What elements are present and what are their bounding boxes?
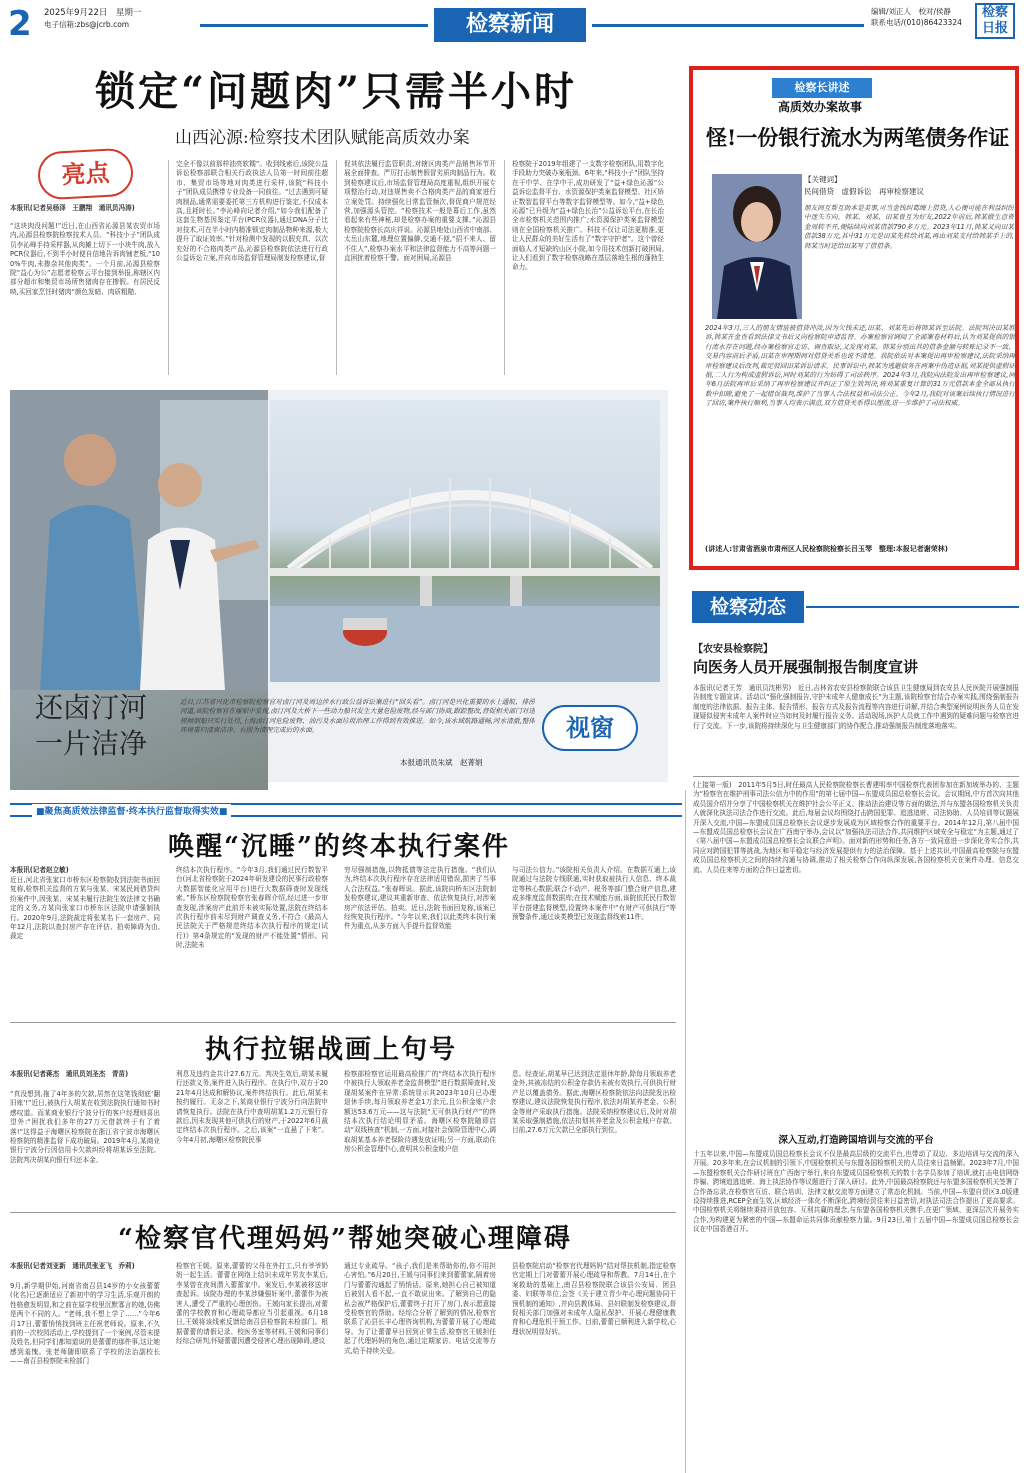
box-headline[interactable]: 怪!一份银行流水为两笔债务作证	[706, 125, 1010, 150]
article4-col1: 9月,新学期伊始,河南省南召县14岁的小女孩蕾蕾(化名)已逐渐适应了新初中的学习生活,乐观开朗的性格愈发明显,和之前在原学校里沉默寡言的她,仿佛是两个不同的人。“老师,我不想上学了……”今年6月17日,蕾蕾悄悄找到班主任祝老师说。原来,不久前的一次校园活动上,学校提到了一个案例,尽管未提及姓名,但同学们都知道说的是蕾蕾的那件事,这让她感到羞愧。张老师随即联系了学校的法治副校长——南召县检察院未检部门	[10, 1282, 160, 1366]
box-tag-prosecutor: 检察长讲述	[772, 78, 872, 98]
topic-banner-text: ■聚焦高质效法律监督·终本执行监督取得实效■	[32, 804, 231, 817]
column-divider	[504, 160, 505, 375]
divider	[10, 1212, 676, 1213]
editor-line: 编辑/刘正人 校对/侯静	[871, 7, 952, 16]
article3-col4: 息。经查证,胡某早已达到法定退休年龄,除每月领取养老金外,其被冻结的公积金存款仍未被有效执行,可供执行财产足以覆盖债务。据此,海曙区检察院依法向法院发出检察建议,建议法院恢复执行程序,依法对胡某养老金、公积金等财产采取执行措施。法院采纳检察建议后,及时对胡某采取强制措施,依法扣划其养老金及公积金账户存款。目前,27.6万元欠款已全部执行到位。	[512, 1070, 676, 1135]
officers-illustration	[10, 390, 268, 690]
column-divider	[685, 790, 686, 1473]
article1-badge: 亮点	[37, 148, 134, 201]
article2-col2: 终结本次执行程序。“今年3月,我们通过民行数智平台(河北省检察院于2024年研发建设的民事行政检察大数据智能化应用平台)进行大数据筛查时发现线索。”桥东区检察院检察官张春晖介绍,经过进一步审查发现,涉案房产此前并未被实际处置,法院在终结本次执行程序前未尽到财产调查义务,不符合《最高人民法院关于严格规范终结本次执行程序的规定(试行)》第4条规定的“发现的财产不能处置”情形。同时,法院未	[176, 866, 328, 950]
issue-email: 电子信箱:zbs@jcrb.com	[44, 20, 130, 29]
dynamics-header: 检察动态	[692, 591, 804, 623]
masthead-credits	[871, 6, 971, 28]
caption-line: 还卤汀河	[35, 691, 148, 724]
article1-byline: 本报讯(记者吴杨泽 王鹏翔 通讯员冯涛)	[10, 204, 135, 212]
masthead-rule-right	[592, 24, 864, 27]
article3-byline: 本报讯(记者蒋杰 通讯员刘圣杰 青苗)	[10, 1070, 129, 1078]
article1-col2: 完全不像以前那样油亮软糯”。收到线索后,该院公益诉讼检察部联合相关行政执法人员第一时间前往超市、集贸市场等地对肉类进行采样,该院“科技小子”团队成员携带专业设备一同前往。“过去遇到可疑肉制品,通常需要委托第三方机构进行鉴定,不仅成本高,且耗时长。”李沁峰向记者介绍,“如今我们配备了这套生物基因鉴定平台(PCR仪器),通过DNA分子比对技术,可在半小时内精准锁定肉制品物种来源,极大提升了取证效率。”针对检测中发现的以假充真、以次充好的不合格肉类产品,沁源县检察院依法进行行政公益诉讼立案,并向市场监督管理局制发检察建议,督	[176, 160, 328, 263]
portrait-illustration	[712, 174, 802, 319]
issue-date: 2025年9月22日 星期一	[44, 8, 142, 18]
box-credit: (讲述人:甘肃省酒泉市肃州区人民检察院检察长吕玉琴 整理:本报记者谢荣林)	[705, 545, 948, 553]
prosecutor-portrait	[712, 174, 802, 319]
article3-headline[interactable]: 执行拉锯战画上句号	[205, 1035, 458, 1065]
continued-subhead: 深入互动,打造跨国培训与交流的平台	[778, 1135, 934, 1146]
bridge-illustration	[270, 400, 660, 682]
article1-col3: 促其依法履行监管职责,对辖区肉类产品销售环节开展全面排查。严厉打击制售假冒劣质肉制品行为。收到检察建议后,市场监督管理局高度重视,组织开展专项整治行动,对违规售卖不合格肉类产品的商家进行立案处罚。持续强化日常监管频次,督促商户规范经营,加强源头管控。“检察技术一般是幕后工作,虽然看起来有些神秘,却是检察办案的重要支撑。”沁源县检察院检察长高庆祥说。沁源县地处山西省中南部、太岳山东麓,地理位置偏僻,交通不便,“招不来人、留不住人”,检察办案水平和法律监督能力不高等问题一直困扰着检察干警。面对困局,沁源县	[344, 160, 496, 263]
photo-caption-headline	[35, 690, 147, 762]
article1-col4: 检察院于2019年组建了一支数字检察团队,用数字化手段助力突破办案瓶颈。6年来,“科技小子”团队坚持在干中学、在学中干,成功研发了“益+绿色沁源”公益诉讼监督平台、水资源保护类案监督模型、社区矫正数智监督平台等数字监督模型等。如今,“益+绿色沁源”已升级为“益+绿色长治”公益诉讼平台,在长治全市检察机关范围内推广;水资源保护类案监督模型则在全国检察机关推广。科技不仅让司法更精准,更让人民群众的美好生活有了“数字守护者”。这个曾经面临人才短缺的山区小院,如今用技术创新打破困局,让人们看到了数字检察战略在基层落地生根的蓬勃生命力。	[512, 160, 664, 272]
article1-subheadline: 山西沁源:检察技术团队赋能高质效办案	[175, 128, 470, 148]
box-text-part1: 朋友间互帮互助本是美事,可当金钱纠葛缠上借贷,人心便可能在利益纠纷中迷失方向。韩某、刘某、田某曾互为好友,2022年前后,韩某做生意资金周转不开,便陆续向刘某借款790多万元。2023年11月,韩某又向田某借款38万元,其中31万元是田某先转给刘某,再由刘某支付给韩某手上的,韩某当时还给田某写了借借条。	[804, 204, 1014, 250]
dynamics-text: 本报讯(记者王芳 通讯员沈彬男) 近日,吉林省农安县检察院联合该县卫生健康局到农安县人民医院开展强制报告制度专题宣讲。活动以“强化强制报告,守护未成年人健康成长”为主题,该院检察官结合办案实践,围绕强制报告制度的法律依据、报告主体、报告情形、报告方式及报告流程等内容进行讲解,并结合典型案例说明医务人员在发现疑似侵害未成年人案件时应当如何及时履行报告义务。活动现场,医护人员就工作中遇到的疑难问题与检察官进行了交流。下一步,该院将持续深化与卫生健康部门的协作配合,推动强制报告制度落地落实。	[693, 684, 1019, 730]
article4-headline[interactable]: “检察官代理妈妈”帮她突破心理障碍	[118, 1224, 572, 1254]
continued-text-part1: (上接第一版) 2011年5月5日,时任最高人民检察院检察长曹建明率中国检察代表团参加在新加坡举办的、主题为“检察官在维护刑事司法公信力中的作用”的第七届中国—东盟成员国总检察长会议。会议期间,中方首次向其他成员国介绍并分享了中国检察机关在维护社会公平正义、推动法治建设等方面的做法,并与东盟各国检察机关负责人就深化执法司法合作进行交流。此后,每届会议均围绕打击跨国犯罪、追逃追赃、司法协助、人员培训等议题展开深入交流,中国—东盟成员国总检察长会议逐步发展成为区域检察合作的重要平台。2014年12月,第八届中国—东盟成员国总检察长会议在广西南宁举办,会议以“加强执法司法合作,共同维护区域安全与稳定”为主题,通过了《第八届中国—东盟成员国总检察长会议联合声明》。面对新的形势和任务,各方一致同意进一步深化务实合作,共同应对跨国犯罪等挑战,为地区和平稳定与经济发展提供有力的法治保障。基于上述共识,中国最高检察院与东盟成员国总检察机关之间的持续沟通与协调,推动了相关检察合作向纵深发展,各国检察机关在案件办理、信息交流、人员往来等方面的合作日益密切。	[693, 781, 1019, 874]
article2-col3: 穷尽强制措施,以物抵债等法定执行措施。“我们认为,终结本次执行程序存在法律适用错误,损害了当事人合法权益。”张春晖说。据此,该院向桥东区法院制发检察建议,建议其重新审查、依法恢复执行,对涉案房产依法评估、拍卖。近日,法院书面回复称,该案已经恢复执行程序。“今年以来,我们以此类终本执行案件为重点,从多方面入手提升监督效能	[344, 866, 496, 931]
box-tag-story: 高质效办案故事	[778, 100, 863, 114]
article1-headline[interactable]: 锁定“问题肉”只需半小时	[95, 68, 578, 115]
dynamics-headline[interactable]: 向医务人员开展强制报告制度宣讲	[693, 658, 919, 676]
photo-credit: 本报通讯员朱斌 赵菁娟	[400, 758, 483, 767]
phone-line: 联系电话/(010)86423324	[871, 18, 962, 27]
column-divider	[336, 160, 337, 375]
article4-byline: 本报讯(记者刘亚新 通讯员张亚飞 乔莉)	[10, 1262, 135, 1270]
article1-col1: “这块肉没问题!”近日,在山西省沁源县某农贸市场内,沁源县检察院检察技术人员、“科技小子”团队成员李沁峰手持采样器,从肉摊上切下一小块牛肉,放入PCR仪器后,不到半小时便自信地告诉肉铺老板,“100%牛肉,未掺杂其他肉类”。一个月前,沁源县检察院“益心为公”志愿者检察云平台接到举报,称辖区内部分超市和集贸市场所售猪肉存在掺假。有居民反映,买回家烹饪时猪肉“颜色发暗、肉质粗糙、	[10, 222, 160, 296]
article2-col1: 近日,河北省张家口市桥东区检察院收到法院书面回复称,检察机关监督的方某与张某、宋某民间借贷纠纷案件中,因张某、宋某未履行法院生效法律文书确定的义务,方某向张家口市桥东区法院申请强制执行。2020年9月,法院裁定将张某名下一套房产、同年12月,法院以查封房产存在评估、拍卖障碍为由,裁定	[10, 876, 160, 941]
box-keywords: 【关键词】 民间借贷 虚假诉讼 再审检察建议	[804, 175, 924, 196]
article2-col4: 与司法公信力。”该院相关负责人介绍。在数据互通上,该院通过与法院专线联通,实时获取被执行人信息、终本裁定等核心数据;联合不动产、税务等部门整合财产信息,建成多维度监督数据库;在技术赋能方面,该院依托民行数智平台搭建监督模型,设置终本案件中“有财产可供执行”等预警条件,通过该类模型已发现监督线索11件。	[512, 866, 676, 922]
divider	[693, 776, 1019, 777]
column-divider	[168, 160, 169, 375]
photo-river-bridge[interactable]	[270, 400, 660, 682]
article3-col2: 利息及违约金共计27.6万元。判决生效后,胡某未履行还款义务,案件进入执行程序。在执行中,双方于2021年4月达成和解协议,案件终结执行。此后,胡某未按约履行。无奈之下,某商业银行宁波分行向法院申请恢复执行。法院在执行中查明胡某1.2万元银行存款后,因未发现其他可供执行的财产,于2022年6月裁定终结本次执行程序。之后,该案“一直悬了下来”。今年4月初,海曙区检察院民事	[176, 1070, 328, 1144]
photo-caption-text: 近日,江苏省兴化市检察院检察官对卤汀河及周边涉水行政公益诉讼案进行“回头看”。卤汀河是兴化重要的水上通航、排涝河道,该院检察官在履职中发现,卤汀河及大桥下一些动力船只发生大量危险废物,经与部门协商,跟踪整改,督促相关部门对违规倾倒船只实行处罚,上海卤汀河危险废物、油污及水面垃圾治理工作得到有效推进。如今,该水域航路通畅,河水清澈,整体环境重归清爽洁净。右图为清理完成后的水面。	[180, 698, 535, 735]
article3-col1: “真没想到,拖了4年多的欠款,居然在这笔钱彻底‘翻旧账’!”近日,被执行人胡某在收到法院执行通知书时感叹道。而某商业银行宁波分行的客户经理则喜出望外:“困扰我们多年的27万元借款终于有了着落!”这得益于海曙区检察院在浙江省宁波市海曙区检察院的精准监督下成功破局。2019年4月,某商业银行宁波分行因信用卡欠款纠纷将胡某诉至法院。法院判决胡某向银行归还本金、	[10, 1090, 160, 1164]
article4-col2: 检察官王媛。原来,蕾蕾的父母在外打工,只有爷爷奶奶一起生活。蕾蕾在网络上结识未成年男友李某后,李某曾在夜间潜入蕾蕾家中。案发后,李某被移送审查起诉。该院办理的李某涉嫌强奸案中,蕾蕾作为被害人,遭受了严重的心理创伤。王媛向家长提出,对蕾蕾的学校教育和心理疏导都应当引起重视。6月18日,王媛将该线索反馈给南召县检察院未检部门。根据蕾蕾的请假记录、校医务室等材料,王媛和同事们经综合研判,怀疑蕾蕾因遭受侵害心理出现障碍,建议	[176, 1262, 328, 1346]
caption-line: 一片洁净	[35, 727, 148, 760]
divider	[10, 1022, 676, 1023]
masthead-rule-left	[200, 24, 428, 27]
continued-text-part2: 十五年以来,中国—东盟成员国总检察长会议不仅是最高层级的交流平台,也带动了双边、多边培训与交流的深入开展。20多年来,在会议机制的引领下,中国检察机关与东盟各国检察机关的人员往来日益频繁。2023年7月,中国—东盟检察机关合作研讨班在广西南宁举行,来自东盟成员国检察机关的数十名学员参加了培训,就打击电信网络诈骗、跨境追逃追赃、海上执法协作等议题进行了深入研讨。此外,中国最高检察院还与东盟多国检察机关签署了合作备忘录,在检察官互访、联合培训、法律文献交流等方面建立了常态化机制。当前,中国—东盟自贸区3.0版建设持续推进,RCEP全面生效,区域经济一体化不断深化,跨境经贸往来日益密切,对执法司法合作提出了更高要求。中国检察机关将继续秉持开放包容、互利共赢的理念,与东盟各国检察机关携手,在更广领域、更深层次开展务实合作,为构建更为紧密的中国—东盟命运共同体贡献检察力量。9月23日,第十五届中国—东盟成员国总检察长会议在中国香港召开。	[693, 1150, 1019, 1234]
dynamics-rule	[806, 606, 1019, 608]
box-text-part2: 2024年3月,三人的朋友情谊被借贷冲淡,因为欠钱未还,田某、刘某先后将韩某诉至法院。法院判决田某胜诉,韩某在金查看到法律文书后又向检察院申请监督。办案检察官调阅了全部案卷材料后,认为刘某提供的银行流水存在问题,经办案检察官走访、调查取证,又发现刘某、韩某分别出具的借条金额与转账记录不一致、交易内容前后矛盾,田某在审理期间对借贷关系也说不清楚。我院依法对本案提出再审检察建议,法院采纳再审检察建议后改判,裁定驳回田某诉讼请求。民事诉讼中,韩某为逃避债务在两案中伪造证据,刘某提供虚假证据,二人行为构成虚假诉讼,同时刘某的行为妨碍了司法秩序。2024年3月,我院向法院发出再审检察建议,同年6月法院再审后采纳了再审检察建议并纠正了原生效判决,将刘某重复计算的31万元借款本金全部从执行数中扣除,避免了一起错误裁判,维护了当事人合法权益和司法公正。今年2月,我院对该案后续执行情况进行了回访,案件执行顺利,当事人均表示满意,双方借贷关系得以厘清,进一步维护了司法权威。	[705, 324, 1015, 408]
article3-col3: 检察部检察官运用最高检推广的“终结本次执行程序中被执行人领取养老金监督模型”进行数据筛查时,发现胡某案件在异常:系统显示其2023年10月已办理退休手续,每月领取养老金1万余元,且公积金账户余额达53.6万元——这与法院“无可供执行财产”的终结本次执行结论明显矛盾。海曙区检察院随即启动“双线核查”机制,一方面,对接社会保险管理中心,调取胡某基本养老保险待遇发放证明;另一方面,联动住房公积金管理中心,查明其公积金账户信	[344, 1070, 496, 1154]
article2-headline[interactable]: 唤醒“沉睡”的终本执行案件	[168, 832, 510, 862]
section-title: 检察新闻	[434, 8, 586, 42]
article4-col3: 通过专业疏导。“孩子,我们是来帮助你的,你不用担心害怕。”6月20日,王媛与同事们来到蕾蕾家,隔着房门与蕾蕾沟通起了悄悄话。原来,她担心自己被知道后被别人看不起,一直不敢说出来。了解到自己的隐私会被严格保护后,蕾蕾终于打开了房门,表示愿意接受检察官的帮助。经综合分析了解到的情况,检察官联系了沁县长丰心理咨询机构,为蕾蕾开展了心理疏导。为了让蕾蕾早日回到正常生活,检察官王媛担任起了代理妈妈的角色,通过定期家访、电话交流等方式,给予持续关爱。	[344, 1262, 496, 1355]
photo-badge: 视窗	[542, 705, 638, 751]
article4-col4: 县检察院启动“检察官代理妈妈”结对帮扶机制,指定检察官定期上门对蕾蕾开展心理疏导和帮教。7月14日,在个案救助的基础上,南召县检察院联合该县公安局、团县委、妇联等单位,会签《关于建立青少年心理问题协同干预机制的通知》,并向县教体局、县妇联制发检察建议,督促相关部门加强对未成年人隐私保护、开展心理健康教育和心理危机干预工作。目前,蕾蕾已顺利进入新学校,心理状况明显好转。	[512, 1262, 676, 1336]
article2-byline: 本报讯(记者赵立敏)	[10, 866, 69, 874]
dynamics-source: 【农安县检察院】	[693, 644, 773, 655]
page-number: 2	[8, 4, 32, 44]
newspaper-logo: 检察日报	[975, 3, 1015, 39]
